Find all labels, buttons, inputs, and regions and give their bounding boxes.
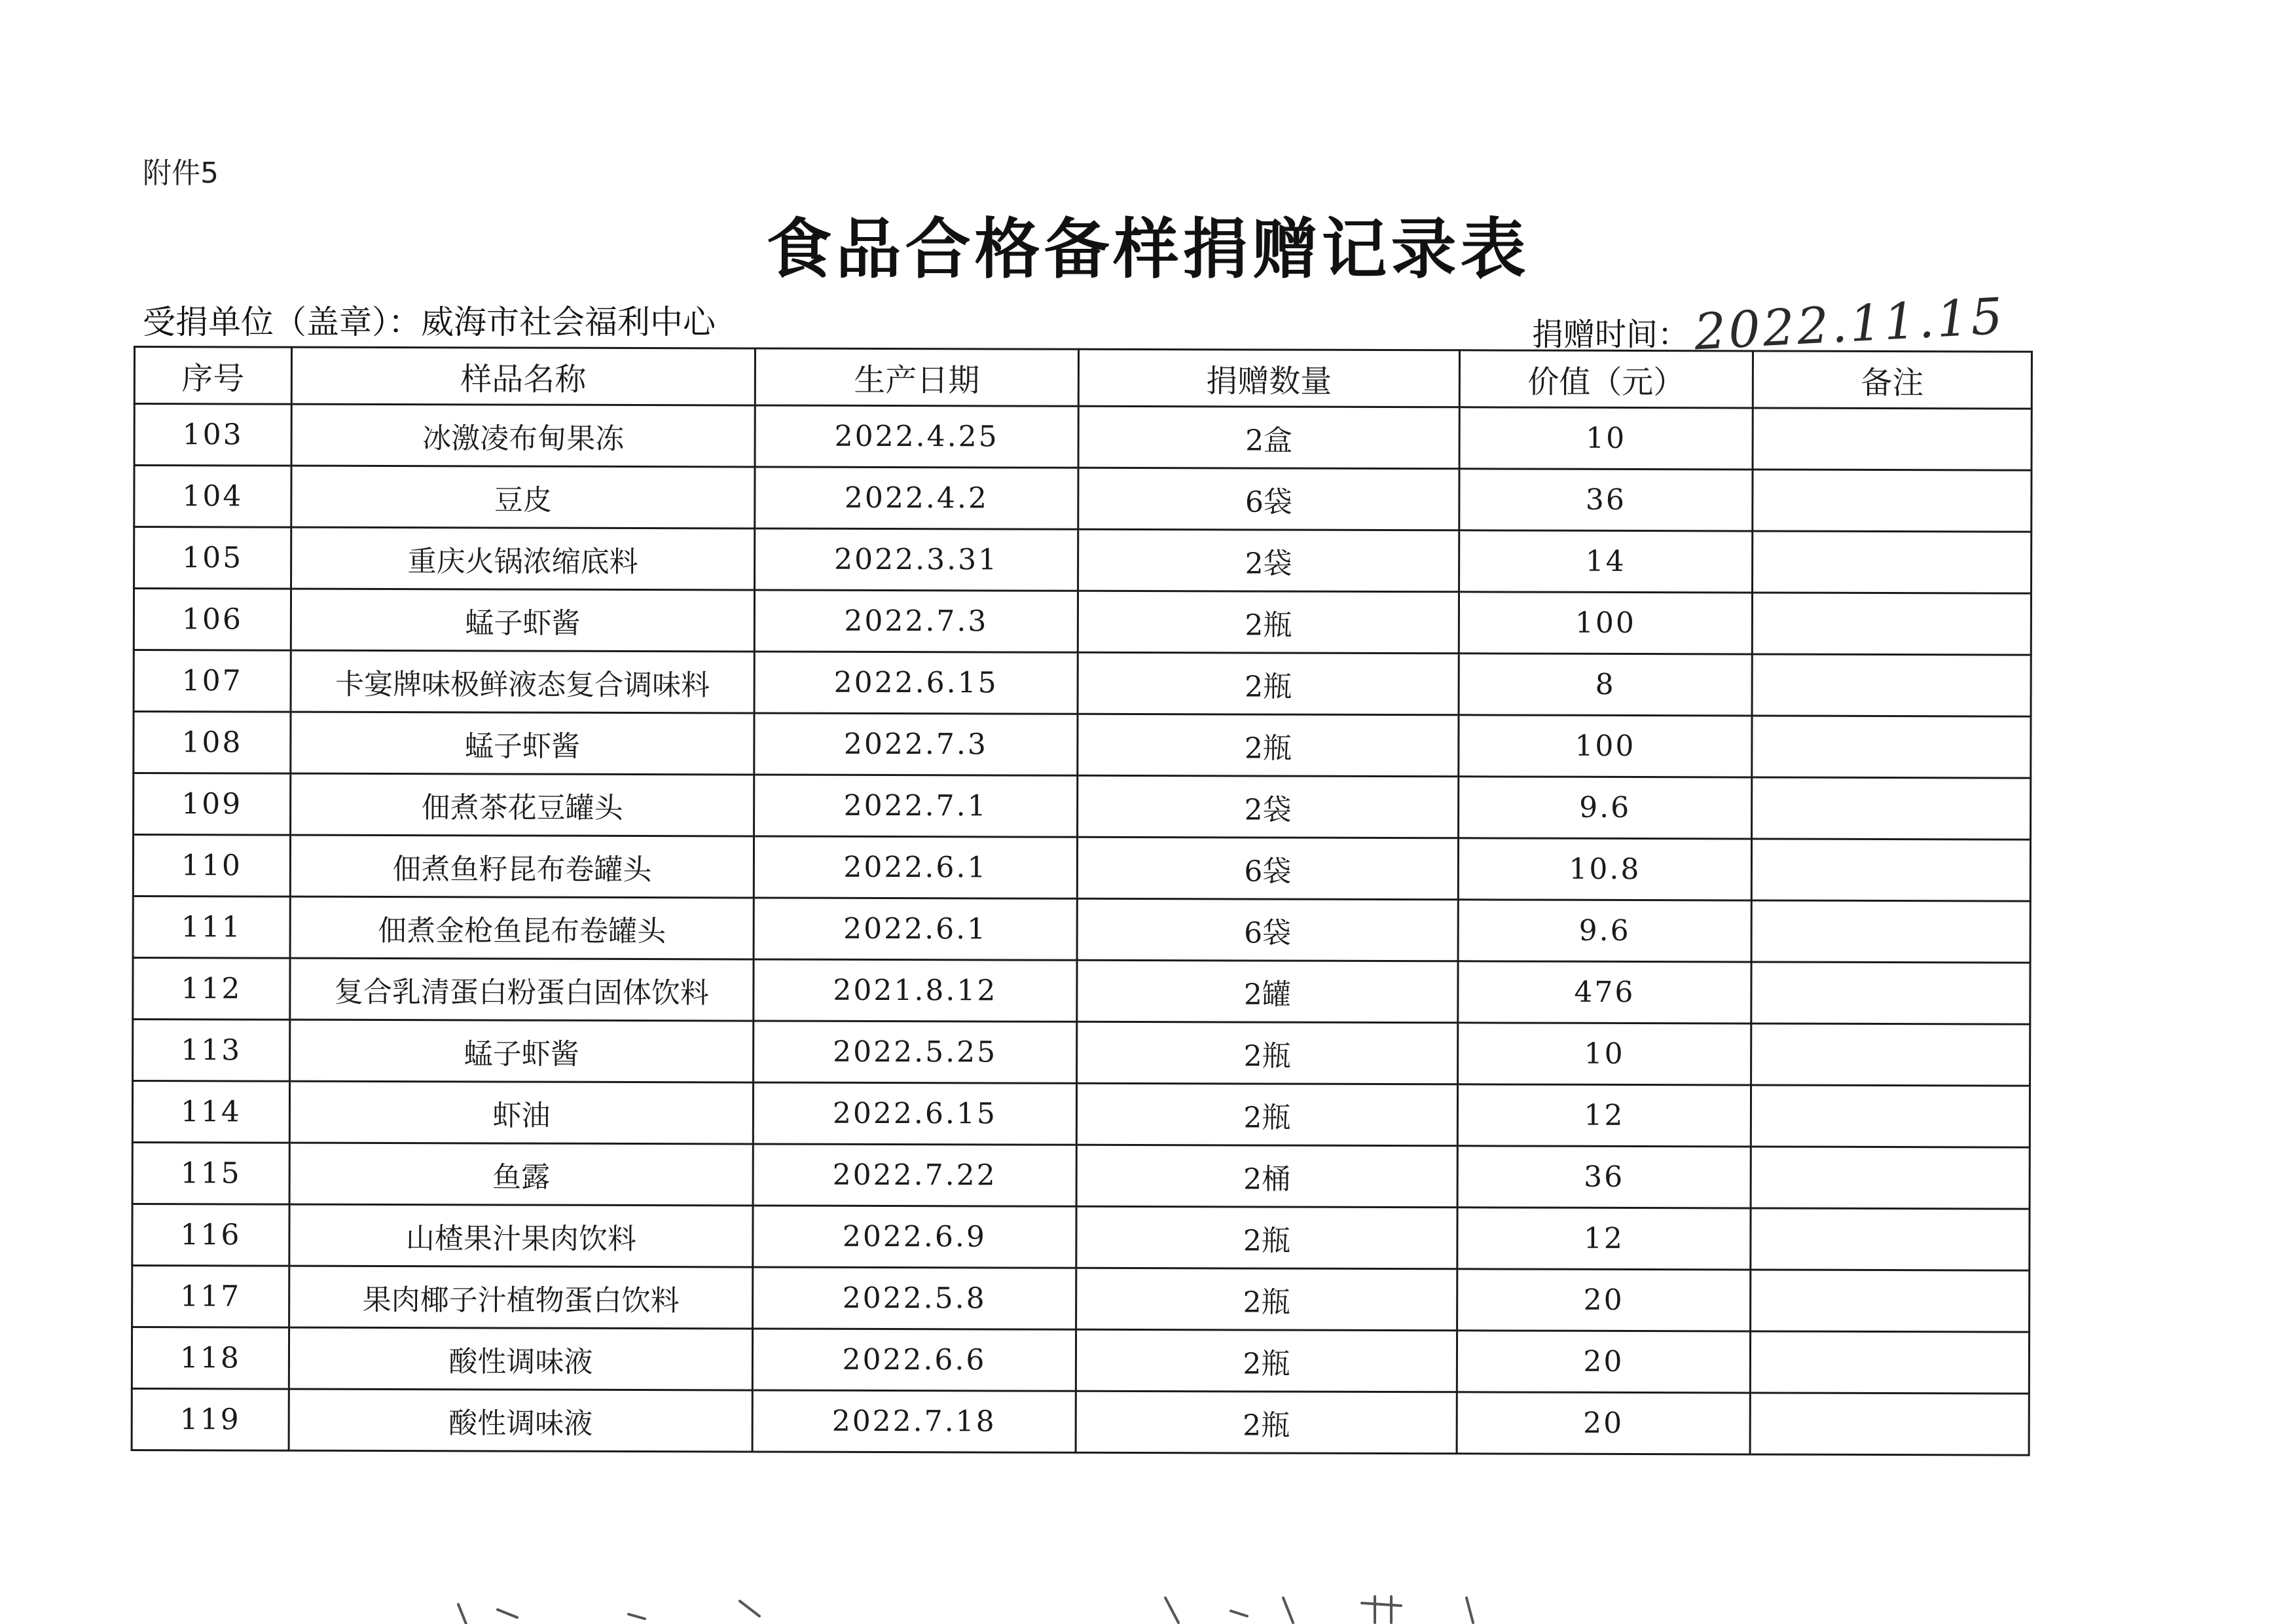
cell-donation-quantity: 2袋 bbox=[1078, 775, 1459, 838]
cell-value: 476 bbox=[1458, 961, 1751, 1024]
cell-value: 12 bbox=[1457, 1084, 1751, 1147]
table-row bbox=[134, 404, 2032, 471]
cell-serial-number: 117 bbox=[132, 1265, 289, 1327]
cell-serial-number: 119 bbox=[132, 1388, 289, 1450]
table-row bbox=[132, 1327, 2029, 1393]
cell-serial-number: 112 bbox=[133, 958, 290, 1020]
cell-value: 14 bbox=[1459, 530, 1753, 593]
cell-production-date: 2022.7.3 bbox=[754, 713, 1078, 775]
cell-donation-quantity: 2瓶 bbox=[1076, 1206, 1457, 1269]
cell-sample-name: 酸性调味液 bbox=[289, 1389, 752, 1452]
cell-production-date: 2022.6.15 bbox=[753, 1082, 1076, 1145]
table-row bbox=[134, 650, 2031, 717]
cell-value: 9.6 bbox=[1459, 777, 1752, 839]
cell-production-date: 2022.5.8 bbox=[753, 1267, 1076, 1329]
header-production-date: 生产日期 bbox=[755, 348, 1078, 406]
cell-remarks bbox=[1750, 1331, 2029, 1393]
cell-sample-name: 佃煮茶花豆罐头 bbox=[291, 773, 754, 836]
cell-production-date: 2022.6.15 bbox=[754, 652, 1078, 714]
cell-serial-number: 111 bbox=[133, 896, 290, 959]
cell-value: 20 bbox=[1457, 1331, 1750, 1393]
cell-sample-name: 冰激凌布甸果冻 bbox=[291, 404, 755, 467]
cell-donation-quantity: 2瓶 bbox=[1077, 1022, 1458, 1084]
cell-value: 9.6 bbox=[1458, 900, 1751, 962]
cell-donation-quantity: 2桶 bbox=[1076, 1145, 1457, 1208]
cell-donation-quantity: 2瓶 bbox=[1076, 1083, 1457, 1146]
cell-sample-name: 山楂果汁果肉饮料 bbox=[289, 1204, 753, 1267]
cell-serial-number: 115 bbox=[132, 1142, 289, 1204]
cell-serial-number: 113 bbox=[133, 1020, 290, 1082]
cell-remarks bbox=[1751, 1270, 2030, 1332]
cell-serial-number: 108 bbox=[134, 712, 291, 774]
table-row bbox=[132, 1142, 2030, 1209]
header-sample-name: 样品名称 bbox=[291, 347, 755, 405]
table-row bbox=[133, 896, 2030, 963]
cell-remarks bbox=[1752, 716, 2031, 778]
cell-serial-number: 109 bbox=[134, 773, 291, 836]
cell-donation-quantity: 2瓶 bbox=[1078, 652, 1459, 715]
cell-sample-name: 虾油 bbox=[289, 1081, 753, 1144]
cell-value: 36 bbox=[1459, 469, 1753, 531]
table-row bbox=[134, 527, 2032, 594]
cell-sample-name: 鱼露 bbox=[289, 1143, 753, 1206]
cell-value: 20 bbox=[1457, 1392, 1750, 1454]
cell-production-date: 2022.7.1 bbox=[754, 775, 1078, 837]
cell-remarks bbox=[1753, 531, 2032, 593]
table-row bbox=[134, 773, 2031, 840]
cell-serial-number: 104 bbox=[134, 466, 291, 528]
cell-value: 8 bbox=[1459, 654, 1752, 716]
cell-remarks bbox=[1751, 1085, 2030, 1147]
cell-remarks bbox=[1753, 470, 2032, 532]
cell-donation-quantity: 6袋 bbox=[1078, 468, 1459, 530]
cell-donation-quantity: 2瓶 bbox=[1076, 1391, 1457, 1454]
cell-sample-name: 佃煮金枪鱼昆布卷罐头 bbox=[290, 896, 754, 959]
cell-value: 10 bbox=[1459, 407, 1753, 470]
cell-donation-quantity: 2瓶 bbox=[1076, 1329, 1457, 1392]
table-row bbox=[134, 589, 2031, 655]
cell-value: 20 bbox=[1457, 1269, 1751, 1331]
cell-remarks bbox=[1752, 593, 2031, 655]
attachment-label: 附件5 bbox=[143, 157, 219, 190]
cell-production-date: 2022.5.25 bbox=[754, 1021, 1077, 1083]
cell-production-date: 2022.3.31 bbox=[755, 528, 1078, 591]
cell-production-date: 2022.6.9 bbox=[753, 1206, 1076, 1268]
cell-remarks bbox=[1751, 839, 2030, 901]
recipient-value: 威海市社会福利中心 bbox=[421, 303, 716, 341]
table-row bbox=[133, 835, 2030, 902]
cell-donation-quantity: 2瓶 bbox=[1078, 714, 1459, 777]
recipient-label: 受捐单位（盖章）： bbox=[143, 303, 421, 341]
cell-sample-name: 卡宴牌味极鲜液态复合调味料 bbox=[291, 650, 754, 713]
cell-sample-name: 重庆火锅浓缩底料 bbox=[291, 527, 755, 590]
recipient-line bbox=[143, 296, 716, 343]
cell-value: 36 bbox=[1457, 1146, 1751, 1208]
table-row bbox=[134, 466, 2032, 532]
table-row bbox=[132, 1265, 2030, 1332]
table-row bbox=[133, 1020, 2030, 1086]
table-row bbox=[132, 1204, 2030, 1270]
cell-sample-name: 蜢子虾酱 bbox=[290, 1020, 754, 1082]
cell-sample-name: 蜢子虾酱 bbox=[291, 712, 754, 775]
cell-production-date: 2022.4.25 bbox=[755, 405, 1078, 468]
header-serial-number: 序号 bbox=[134, 347, 291, 405]
table-row bbox=[133, 958, 2030, 1025]
cell-remarks bbox=[1753, 408, 2032, 470]
header-remarks: 备注 bbox=[1753, 351, 2032, 409]
scan-artifact-marks bbox=[0, 1578, 2296, 1624]
cell-sample-name: 酸性调味液 bbox=[289, 1327, 752, 1390]
cell-production-date: 2021.8.12 bbox=[754, 959, 1077, 1022]
cell-value: 12 bbox=[1457, 1208, 1751, 1270]
cell-sample-name: 复合乳清蛋白粉蛋白固体饮料 bbox=[290, 958, 754, 1021]
cell-serial-number: 116 bbox=[132, 1204, 289, 1266]
cell-remarks bbox=[1752, 654, 2031, 716]
cell-production-date: 2022.6.1 bbox=[754, 898, 1077, 960]
cell-remarks bbox=[1752, 777, 2031, 840]
cell-remarks bbox=[1751, 1024, 2030, 1086]
cell-remarks bbox=[1750, 1393, 2029, 1455]
donation-time-line bbox=[1532, 286, 2007, 361]
cell-remarks bbox=[1751, 1208, 2030, 1270]
cell-serial-number: 118 bbox=[132, 1327, 289, 1389]
table-header-row bbox=[134, 347, 2032, 409]
header-value-yuan: 价值（元） bbox=[1459, 350, 1753, 408]
table-row bbox=[134, 712, 2031, 779]
header-donation-quantity: 捐赠数量 bbox=[1078, 349, 1459, 407]
cell-serial-number: 114 bbox=[132, 1081, 289, 1143]
cell-production-date: 2022.4.2 bbox=[755, 467, 1078, 529]
cell-remarks bbox=[1751, 962, 2030, 1024]
cell-donation-quantity: 2袋 bbox=[1078, 529, 1459, 592]
cell-production-date: 2022.7.3 bbox=[754, 590, 1078, 652]
cell-donation-quantity: 2盒 bbox=[1078, 406, 1459, 469]
cell-value: 10 bbox=[1458, 1023, 1751, 1085]
cell-sample-name: 果肉椰子汁植物蛋白饮料 bbox=[289, 1266, 753, 1329]
cell-serial-number: 110 bbox=[133, 835, 290, 897]
cell-sample-name: 豆皮 bbox=[291, 466, 755, 528]
cell-sample-name: 佃煮鱼籽昆布卷罐头 bbox=[290, 835, 754, 898]
cell-production-date: 2022.6.6 bbox=[752, 1329, 1076, 1391]
cell-sample-name: 蜢子虾酱 bbox=[291, 589, 754, 652]
cell-donation-quantity: 2罐 bbox=[1077, 960, 1458, 1023]
cell-donation-quantity: 2瓶 bbox=[1076, 1268, 1457, 1331]
cell-value: 100 bbox=[1459, 715, 1752, 777]
page-title: 食品合格备样捐赠记录表 bbox=[766, 210, 1530, 287]
cell-remarks bbox=[1751, 900, 2030, 963]
donation-time-label: 捐赠时间： bbox=[1532, 316, 1690, 353]
cell-serial-number: 106 bbox=[134, 589, 291, 651]
cell-serial-number: 105 bbox=[134, 527, 291, 589]
cell-value: 10.8 bbox=[1458, 838, 1751, 900]
cell-serial-number: 107 bbox=[134, 650, 291, 712]
cell-donation-quantity: 6袋 bbox=[1077, 898, 1458, 961]
table-row bbox=[132, 1388, 2029, 1455]
donation-record-table bbox=[131, 346, 2033, 1456]
cell-production-date: 2022.7.18 bbox=[752, 1390, 1076, 1452]
cell-production-date: 2022.7.22 bbox=[753, 1144, 1076, 1206]
cell-remarks bbox=[1751, 1147, 2030, 1209]
cell-donation-quantity: 6袋 bbox=[1077, 837, 1458, 900]
cell-serial-number: 103 bbox=[134, 404, 291, 466]
cell-value: 100 bbox=[1459, 592, 1752, 654]
cell-production-date: 2022.6.1 bbox=[754, 836, 1077, 898]
donation-time-handwritten: 2022.11.15 bbox=[1692, 286, 2007, 361]
table-row bbox=[132, 1081, 2030, 1148]
cell-donation-quantity: 2瓶 bbox=[1078, 591, 1459, 654]
